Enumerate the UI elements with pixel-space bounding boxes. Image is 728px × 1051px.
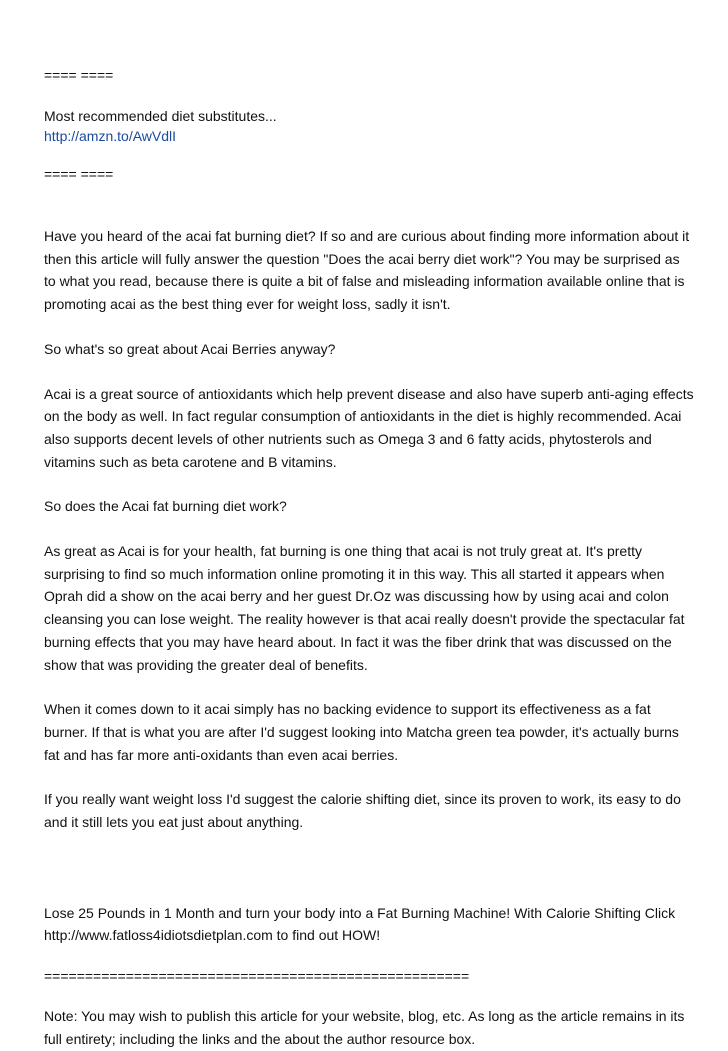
separator-bottom: ==== ====: [44, 166, 114, 182]
article-paragraph-5: If you really want weight loss I'd suggest the calorie shifting diet, since its proven to work, its easy to do and it still lets you eat just about anything.: [44, 791, 681, 831]
article-paragraph-4: When it comes down to it acai simply has no backing evidence to support its effectiveness as a fat burner. If that is what you are after I'd suggest looking into Matcha green tea powder, it's actually burns fat and has far more anti-oxidants than even acai berries.: [44, 701, 679, 763]
article-heading-1: So what's so great about Acai Berries anyway?: [44, 340, 336, 357]
publishing-note: Note: You may wish to publish this article for your website, blog, etc. As long as the article remains in its full entirety; including the links and the about the author resource box.: [44, 1008, 685, 1047]
separator-top: ==== ====: [44, 67, 114, 83]
article-paragraph-2: Acai is a great source of antioxidants which help prevent disease and also have superb anti-aging effects on the body as well. In fact regular consumption of antioxidants in the diet is highly recommended. Acai also supports decent levels of other nutrients such as Omega 3 and 6 fatty acids, phytosterols and vitamins such as beta carotene and B vitamins.: [44, 385, 694, 470]
promo-text: Lose 25 Pounds in 1 Month and turn your body into a Fat Burning Machine! With Calorie Shifting Click http://www.fatloss4idiotsdietplan.com to find out HOW!: [44, 904, 676, 944]
document-page: [44, 64, 694, 1051]
article-heading-2: So does the Acai fat burning diet work?: [44, 498, 287, 515]
recommend-link[interactable]: http://amzn.to/AwVdlI: [44, 128, 177, 144]
article-paragraph-3: As great as Acai is for your health, fat burning is one thing that acai is not truly great at. It's pretty surprising to find so much information online promoting it in this way. This all started it appears when Oprah did a show on the acai berry and her guest Dr.Oz was discussing how by using acai and colon cleansing you can lose weight. The reality however is that acai really doesn't provide the spectacular fat burning effects that you may have heard about. In fact it was the fiber drink that was discussed on the show that was providing the greater deal of benefits.: [44, 543, 685, 673]
article-paragraph-1: Have you heard of the acai fat burning diet? If so and are curious about finding more information about it then this article will fully answer the question "Does the acai berry diet work"? You may be surprised as to what you read, because there is quite a bit of false and misleading information available online that is promoting acai as the best thing ever for weight loss, sadly it isn't.: [44, 228, 690, 313]
recommend-text: Most recommended diet substitutes...: [44, 108, 277, 124]
footer-separator: ====================================================: [44, 968, 470, 985]
